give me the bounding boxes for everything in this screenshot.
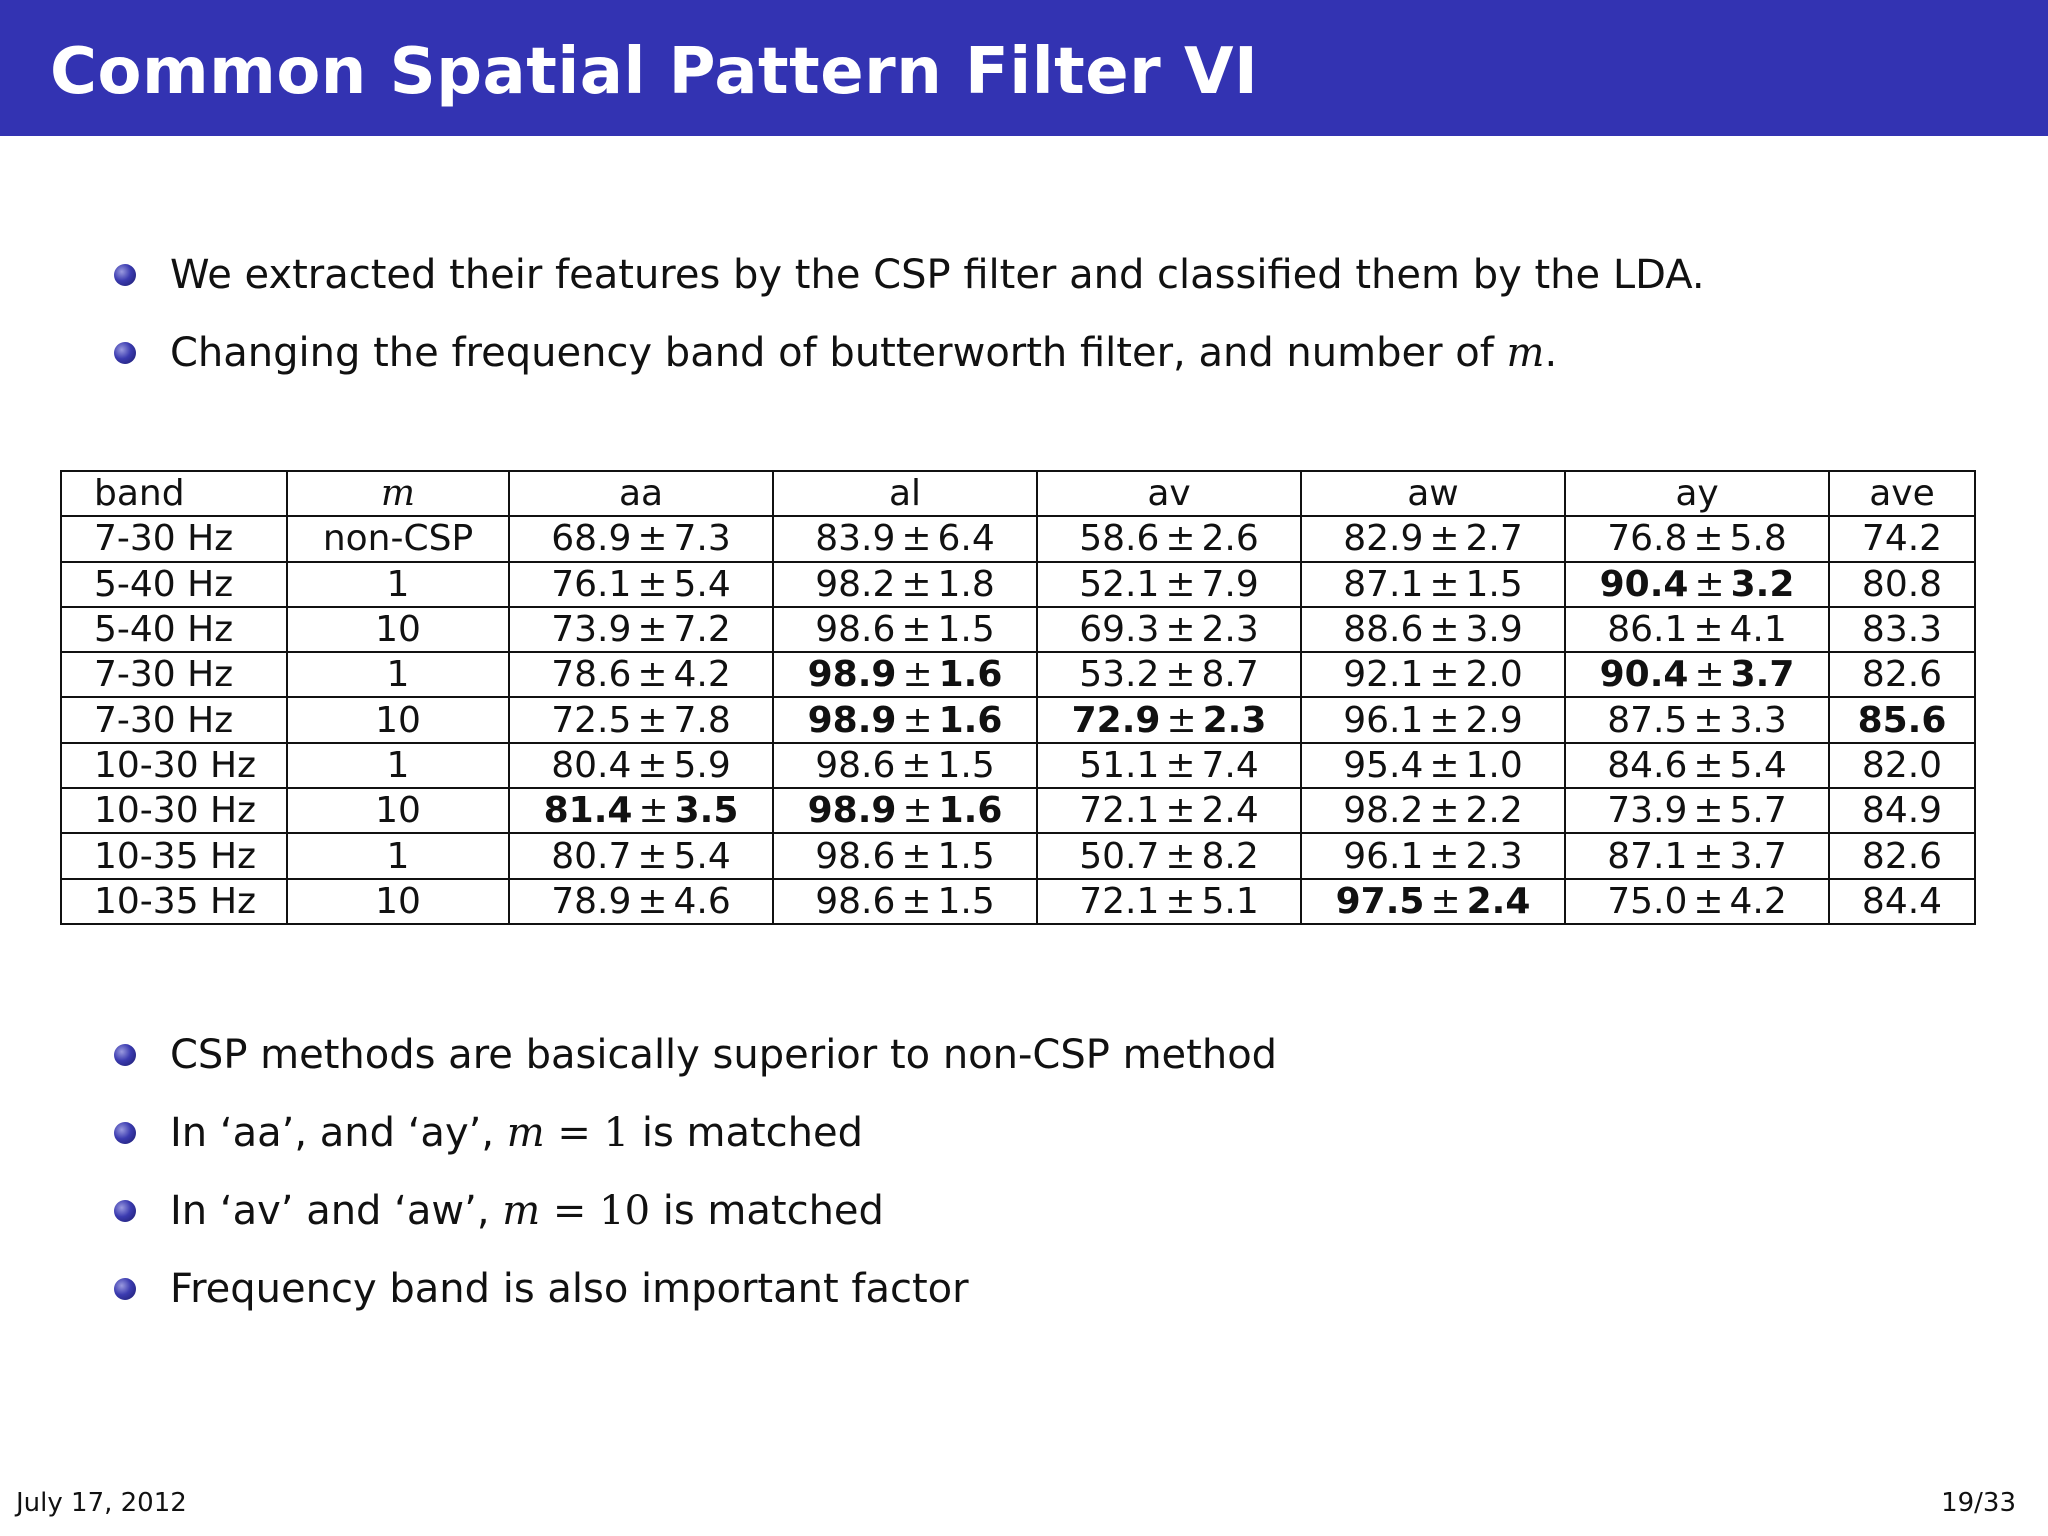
average-cell: 82.6 xyxy=(1829,833,1975,878)
sd-value: 4.6 xyxy=(673,880,731,922)
band-cell: 5-40 Hz xyxy=(61,562,287,607)
mean-value: 87.5 xyxy=(1607,699,1688,741)
bullet-icon xyxy=(114,1122,136,1144)
sd-value: 2.4 xyxy=(1201,790,1259,832)
plus-minus-icon: ± xyxy=(1693,790,1724,832)
sd-value: 1.6 xyxy=(938,654,1003,696)
mean-value: 98.9 xyxy=(807,654,897,696)
plus-minus-icon: ± xyxy=(901,563,932,605)
plus-minus-icon: ± xyxy=(1694,654,1725,696)
mean-value: 97.5 xyxy=(1335,880,1425,922)
accuracy-cell-al xyxy=(773,697,1037,742)
sd-value: 5.9 xyxy=(673,744,731,786)
plus-minus-icon: ± xyxy=(637,518,668,560)
accuracy-cell-aw xyxy=(1301,697,1565,742)
sd-value: 4.2 xyxy=(1729,880,1787,922)
accuracy-cell-al xyxy=(773,879,1037,924)
plus-minus-icon: ± xyxy=(1693,880,1724,922)
mean-value: 78.6 xyxy=(551,654,632,696)
accuracy-cell-al xyxy=(773,607,1037,652)
bullet-icon xyxy=(114,1044,136,1066)
sd-value: 3.7 xyxy=(1729,835,1787,877)
average-cell: 83.3 xyxy=(1829,607,1975,652)
plus-minus-icon: ± xyxy=(1165,609,1196,651)
mean-value: 98.6 xyxy=(815,835,896,877)
mean-value: 98.9 xyxy=(807,790,897,832)
bullet-text-end: is matched xyxy=(629,1110,863,1156)
mean-value: 53.2 xyxy=(1079,654,1160,696)
accuracy-cell-aa xyxy=(509,833,773,878)
accuracy-cell-al xyxy=(773,788,1037,833)
accuracy-cell-aa xyxy=(509,516,773,561)
bullet-text: Frequency band is also important factor xyxy=(170,1266,969,1312)
mean-value: 96.1 xyxy=(1343,835,1424,877)
sd-value: 7.2 xyxy=(673,609,731,651)
bullet-text-end: . xyxy=(1544,330,1558,376)
mean-value: 76.1 xyxy=(551,563,632,605)
accuracy-cell-ay xyxy=(1565,516,1829,561)
accuracy-cell-ay xyxy=(1565,879,1829,924)
plus-minus-icon: ± xyxy=(1166,699,1197,741)
plus-minus-icon: ± xyxy=(1165,518,1196,560)
accuracy-cell-aa xyxy=(509,788,773,833)
plus-minus-icon: ± xyxy=(1165,790,1196,832)
mean-value: 72.1 xyxy=(1079,790,1160,832)
average-cell: 84.4 xyxy=(1829,879,1975,924)
plus-minus-icon: ± xyxy=(1429,744,1460,786)
mean-value: 90.4 xyxy=(1599,654,1689,696)
column-header-av: av xyxy=(1037,471,1301,516)
accuracy-cell-aa xyxy=(509,697,773,742)
column-header-band: band xyxy=(61,471,287,516)
accuracy-cell-aw xyxy=(1301,516,1565,561)
accuracy-cell-ay xyxy=(1565,562,1829,607)
mean-value: 69.3 xyxy=(1079,609,1160,651)
mean-value: 75.0 xyxy=(1607,880,1688,922)
plus-minus-icon: ± xyxy=(1693,835,1724,877)
mean-value: 80.7 xyxy=(551,835,632,877)
accuracy-cell-al xyxy=(773,652,1037,697)
bullet-text: We extracted their features by the CSP filter and classified them by the LDA. xyxy=(170,252,1705,298)
table-row xyxy=(61,743,1975,788)
accuracy-cell-al xyxy=(773,516,1037,561)
bullet-text: In ‘aa’, and ‘ay’, xyxy=(170,1110,507,1156)
column-header-m: m xyxy=(287,471,509,516)
bullet-item xyxy=(112,1250,1277,1328)
accuracy-cell-aa xyxy=(509,652,773,697)
sd-value: 2.7 xyxy=(1465,518,1523,560)
plus-minus-icon: ± xyxy=(638,790,669,832)
top-bullet-list xyxy=(112,236,1705,392)
accuracy-cell-av xyxy=(1037,607,1301,652)
accuracy-cell-aw xyxy=(1301,562,1565,607)
column-header-al: al xyxy=(773,471,1037,516)
bullet-text: CSP methods are basically superior to non-CSP method xyxy=(170,1032,1278,1078)
table-row xyxy=(61,607,1975,652)
mean-value: 87.1 xyxy=(1607,835,1688,877)
mean-value: 98.6 xyxy=(815,744,896,786)
plus-minus-icon: ± xyxy=(1429,609,1460,651)
accuracy-cell-av xyxy=(1037,833,1301,878)
m-cell: 10 xyxy=(287,788,509,833)
plus-minus-icon: ± xyxy=(1429,654,1460,696)
accuracy-cell-ay xyxy=(1565,652,1829,697)
plus-minus-icon: ± xyxy=(637,609,668,651)
bullet-text: In ‘av’ and ‘aw’, xyxy=(170,1188,503,1234)
average-cell: 84.9 xyxy=(1829,788,1975,833)
plus-minus-icon: ± xyxy=(1165,835,1196,877)
column-header-aw: aw xyxy=(1301,471,1565,516)
average-cell: 85.6 xyxy=(1829,697,1975,742)
accuracy-cell-al xyxy=(773,562,1037,607)
plus-minus-icon: ± xyxy=(901,518,932,560)
plus-minus-icon: ± xyxy=(637,880,668,922)
mean-value: 72.9 xyxy=(1071,699,1161,741)
plus-minus-icon: ± xyxy=(902,654,933,696)
mean-value: 84.6 xyxy=(1607,744,1688,786)
mean-value: 72.1 xyxy=(1079,880,1160,922)
average-cell: 82.6 xyxy=(1829,652,1975,697)
sd-value: 2.3 xyxy=(1201,609,1259,651)
accuracy-cell-av xyxy=(1037,652,1301,697)
m-cell: 1 xyxy=(287,833,509,878)
mean-value: 92.1 xyxy=(1343,654,1424,696)
table-row xyxy=(61,652,1975,697)
sd-value: 5.1 xyxy=(1201,880,1259,922)
accuracy-cell-ay xyxy=(1565,743,1829,788)
sd-value: 1.5 xyxy=(937,835,995,877)
mean-value: 87.1 xyxy=(1343,563,1424,605)
mean-value: 98.6 xyxy=(815,609,896,651)
accuracy-cell-ay xyxy=(1565,607,1829,652)
accuracy-cell-ay xyxy=(1565,697,1829,742)
accuracy-cell-aw xyxy=(1301,743,1565,788)
sd-value: 4.2 xyxy=(673,654,731,696)
plus-minus-icon: ± xyxy=(1430,880,1461,922)
plus-minus-icon: ± xyxy=(1693,518,1724,560)
mean-value: 68.9 xyxy=(551,518,632,560)
table-row xyxy=(61,879,1975,924)
sd-value: 5.7 xyxy=(1729,790,1787,832)
sd-value: 2.3 xyxy=(1465,835,1523,877)
footer-date: July 17, 2012 xyxy=(16,1488,187,1518)
m-cell: 1 xyxy=(287,562,509,607)
plus-minus-icon: ± xyxy=(1429,790,1460,832)
accuracy-cell-av xyxy=(1037,788,1301,833)
table-header-row xyxy=(61,471,1975,516)
band-cell: 10-35 Hz xyxy=(61,879,287,924)
m-cell: non-CSP xyxy=(287,516,509,561)
mean-value: 52.1 xyxy=(1079,563,1160,605)
sd-value: 1.0 xyxy=(1465,744,1523,786)
sd-value: 5.4 xyxy=(673,835,731,877)
plus-minus-icon: ± xyxy=(902,699,933,741)
plus-minus-icon: ± xyxy=(1429,518,1460,560)
sd-value: 1.5 xyxy=(937,880,995,922)
m-cell: 1 xyxy=(287,652,509,697)
sd-value: 1.6 xyxy=(938,790,1003,832)
band-cell: 10-30 Hz xyxy=(61,743,287,788)
mean-value: 73.9 xyxy=(551,609,632,651)
sd-value: 3.2 xyxy=(1730,563,1795,605)
sd-value: 6.4 xyxy=(937,518,995,560)
sd-value: 7.9 xyxy=(1201,563,1259,605)
band-cell: 5-40 Hz xyxy=(61,607,287,652)
accuracy-cell-av xyxy=(1037,879,1301,924)
average-cell: 74.2 xyxy=(1829,516,1975,561)
bottom-bullet-list xyxy=(112,1016,1277,1328)
table-row xyxy=(61,788,1975,833)
band-cell: 7-30 Hz xyxy=(61,652,287,697)
sd-value: 7.4 xyxy=(1201,744,1259,786)
plus-minus-icon: ± xyxy=(637,744,668,786)
mean-value: 98.2 xyxy=(1343,790,1424,832)
mean-value: 83.9 xyxy=(815,518,896,560)
math-expression: m = 1 xyxy=(506,1110,630,1156)
mean-value: 50.7 xyxy=(1079,835,1160,877)
sd-value: 3.7 xyxy=(1730,654,1795,696)
mean-value: 51.1 xyxy=(1079,744,1160,786)
average-cell: 82.0 xyxy=(1829,743,1975,788)
plus-minus-icon: ± xyxy=(637,654,668,696)
accuracy-cell-ay xyxy=(1565,833,1829,878)
accuracy-cell-ay xyxy=(1565,788,1829,833)
sd-value: 1.8 xyxy=(937,563,995,605)
mean-value: 82.9 xyxy=(1343,518,1424,560)
accuracy-cell-aw xyxy=(1301,879,1565,924)
bullet-item xyxy=(112,1172,1277,1250)
mean-value: 95.4 xyxy=(1343,744,1424,786)
m-cell: 10 xyxy=(287,697,509,742)
accuracy-cell-av xyxy=(1037,562,1301,607)
table-row xyxy=(61,562,1975,607)
mean-value: 78.9 xyxy=(551,880,632,922)
sd-value: 2.4 xyxy=(1466,880,1531,922)
mean-value: 86.1 xyxy=(1607,609,1688,651)
mean-value: 73.9 xyxy=(1607,790,1688,832)
mean-value: 98.9 xyxy=(807,699,897,741)
column-header-ay: ay xyxy=(1565,471,1829,516)
mean-value: 58.6 xyxy=(1079,518,1160,560)
plus-minus-icon: ± xyxy=(901,609,932,651)
plus-minus-icon: ± xyxy=(1165,654,1196,696)
sd-value: 2.0 xyxy=(1465,654,1523,696)
mean-value: 80.4 xyxy=(551,744,632,786)
m-cell: 1 xyxy=(287,743,509,788)
sd-value: 2.3 xyxy=(1202,699,1267,741)
plus-minus-icon: ± xyxy=(637,699,668,741)
footer-page-number: 19/33 xyxy=(1941,1488,2016,1518)
mean-value: 76.8 xyxy=(1607,518,1688,560)
accuracy-cell-aa xyxy=(509,743,773,788)
sd-value: 3.5 xyxy=(674,790,739,832)
bullet-icon xyxy=(114,264,136,286)
average-cell: 80.8 xyxy=(1829,562,1975,607)
bullet-item xyxy=(112,1016,1277,1094)
plus-minus-icon: ± xyxy=(637,563,668,605)
plus-minus-icon: ± xyxy=(901,835,932,877)
column-header-ave: ave xyxy=(1829,471,1975,516)
sd-value: 7.8 xyxy=(673,699,731,741)
sd-value: 1.6 xyxy=(938,699,1003,741)
mean-value: 96.1 xyxy=(1343,699,1424,741)
bullet-icon xyxy=(114,1278,136,1300)
table-row xyxy=(61,697,1975,742)
table-row xyxy=(61,516,1975,561)
mean-value: 98.2 xyxy=(815,563,896,605)
accuracy-cell-aw xyxy=(1301,652,1565,697)
mean-value: 88.6 xyxy=(1343,609,1424,651)
mean-value: 81.4 xyxy=(543,790,633,832)
plus-minus-icon: ± xyxy=(1693,699,1724,741)
plus-minus-icon: ± xyxy=(902,790,933,832)
accuracy-cell-aw xyxy=(1301,788,1565,833)
plus-minus-icon: ± xyxy=(1429,699,1460,741)
bullet-icon xyxy=(114,342,136,364)
accuracy-cell-aa xyxy=(509,879,773,924)
bullet-text: Changing the frequency band of butterworth filter, and number of xyxy=(170,330,1507,376)
band-cell: 10-35 Hz xyxy=(61,833,287,878)
accuracy-cell-aa xyxy=(509,607,773,652)
mean-value: 72.5 xyxy=(551,699,632,741)
band-cell: 10-30 Hz xyxy=(61,788,287,833)
plus-minus-icon: ± xyxy=(1693,609,1724,651)
m-cell: 10 xyxy=(287,879,509,924)
accuracy-cell-av xyxy=(1037,516,1301,561)
accuracy-cell-aa xyxy=(509,562,773,607)
plus-minus-icon: ± xyxy=(901,880,932,922)
sd-value: 2.9 xyxy=(1465,699,1523,741)
mean-value: 98.6 xyxy=(815,880,896,922)
table-row xyxy=(61,833,1975,878)
plus-minus-icon: ± xyxy=(1694,563,1725,605)
accuracy-cell-al xyxy=(773,743,1037,788)
table-body xyxy=(61,516,1975,924)
sd-value: 1.5 xyxy=(937,609,995,651)
sd-value: 2.2 xyxy=(1465,790,1523,832)
sd-value: 5.8 xyxy=(1729,518,1787,560)
plus-minus-icon: ± xyxy=(1165,563,1196,605)
bullet-item xyxy=(112,236,1705,314)
math-expression: m = 10 xyxy=(502,1188,651,1234)
sd-value: 5.4 xyxy=(1729,744,1787,786)
sd-value: 8.7 xyxy=(1201,654,1259,696)
sd-value: 1.5 xyxy=(1465,563,1523,605)
plus-minus-icon: ± xyxy=(901,744,932,786)
accuracy-cell-aw xyxy=(1301,607,1565,652)
plus-minus-icon: ± xyxy=(1693,744,1724,786)
bullet-text-end: is matched xyxy=(650,1188,884,1234)
band-cell: 7-30 Hz xyxy=(61,697,287,742)
sd-value: 2.6 xyxy=(1201,518,1259,560)
plus-minus-icon: ± xyxy=(1165,744,1196,786)
bullet-icon xyxy=(114,1200,136,1222)
sd-value: 1.5 xyxy=(937,744,995,786)
accuracy-cell-av xyxy=(1037,743,1301,788)
mean-value: 90.4 xyxy=(1599,563,1689,605)
m-cell: 10 xyxy=(287,607,509,652)
math-variable: m xyxy=(1506,330,1545,376)
band-cell: 7-30 Hz xyxy=(61,516,287,561)
sd-value: 3.3 xyxy=(1729,699,1787,741)
sd-value: 7.3 xyxy=(673,518,731,560)
plus-minus-icon: ± xyxy=(1429,835,1460,877)
bullet-item xyxy=(112,314,1705,392)
sd-value: 3.9 xyxy=(1465,609,1523,651)
accuracy-cell-al xyxy=(773,833,1037,878)
slide-title: Common Spatial Pattern Filter VI xyxy=(50,35,1259,109)
sd-value: 4.1 xyxy=(1729,609,1787,651)
sd-value: 5.4 xyxy=(673,563,731,605)
title-bar xyxy=(0,0,2048,136)
plus-minus-icon: ± xyxy=(1429,563,1460,605)
plus-minus-icon: ± xyxy=(1165,880,1196,922)
results-table xyxy=(60,470,1976,925)
accuracy-cell-av xyxy=(1037,697,1301,742)
accuracy-cell-aw xyxy=(1301,833,1565,878)
plus-minus-icon: ± xyxy=(637,835,668,877)
sd-value: 8.2 xyxy=(1201,835,1259,877)
column-header-aa: aa xyxy=(509,471,773,516)
bullet-item xyxy=(112,1094,1277,1172)
